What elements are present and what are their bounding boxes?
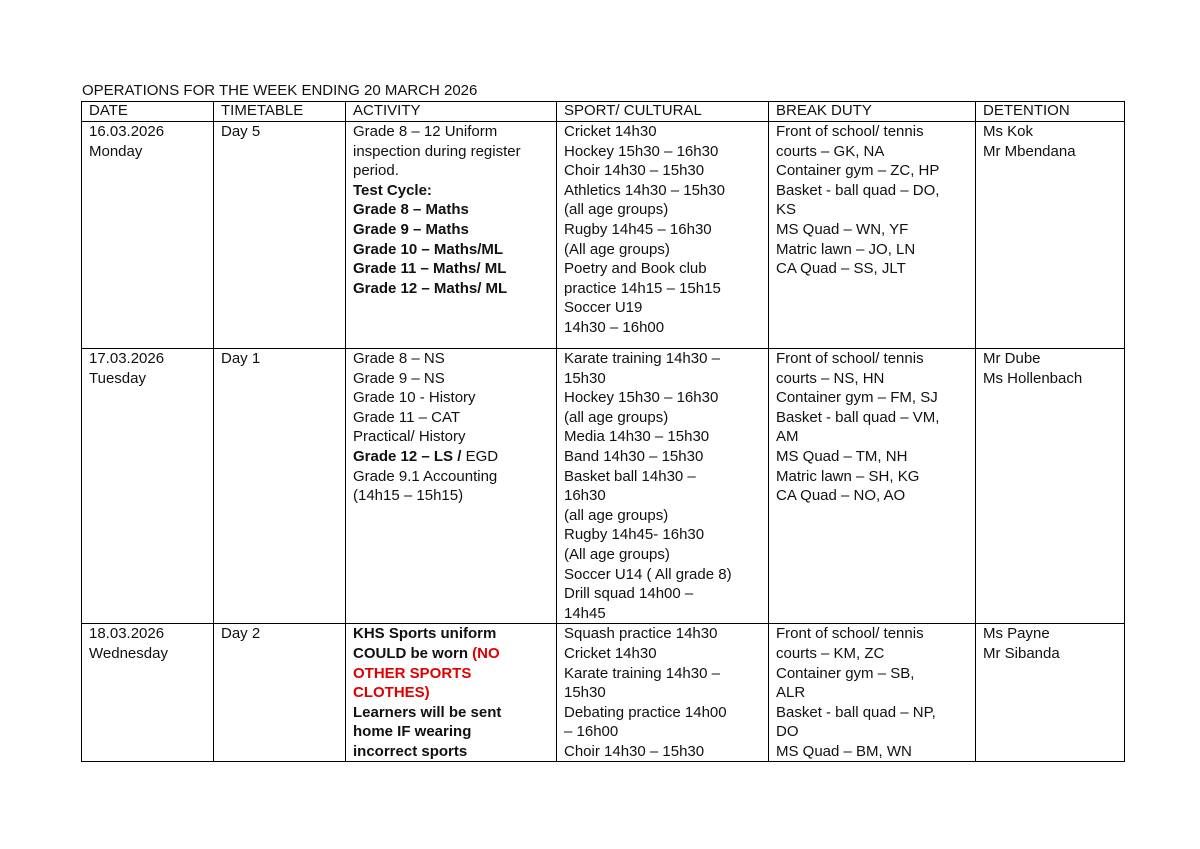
table-row [82,349,1125,624]
sport-line: Choir 14h30 – 15h30 [564,162,705,180]
detention-line: Mr Sibanda [983,644,1060,662]
day-value: Monday [89,142,143,160]
sport-line: Cricket 14h30 [564,123,657,140]
sport-line: 14h45 [564,604,606,622]
activity-line: home IF wearing [353,723,472,741]
table-row [82,624,1125,762]
sport-line: Rugby 14h45 – 16h30 [564,220,712,238]
sport-line: Rugby 14h45- 16h30 [564,526,705,544]
break-duty-cell [769,122,976,349]
header-break-duty: BREAK DUTY [769,102,976,122]
date-cell [82,349,214,624]
sport-line: 15h30 [564,369,606,387]
operations-table [81,101,1125,762]
break-duty-cell [769,349,976,624]
sport-cell [557,624,769,762]
activity-line: Grade 9 – NS [353,369,445,387]
sport-line: Drill squad 14h00 – [564,585,694,603]
detention-cell [976,624,1125,762]
activity-line: Grade 8 – Maths [353,201,469,219]
break-duty-line: Matric lawn – JO, LN [776,240,916,258]
break-duty-line: CA Quad – SS, JLT [776,260,906,278]
activity-red-text: (NO [472,644,500,662]
activity-line: CLOTHES) [353,684,430,702]
detention-line: Mr Mbendana [983,142,1076,160]
activity-cell [346,624,557,762]
break-duty-line: Front of school/ tennis [776,123,924,140]
day-value: Wednesday [89,644,168,662]
activity-cell [346,122,557,349]
break-duty-line: MS Quad – WN, YF [776,220,909,238]
activity-line: Test Cycle: [353,181,432,199]
activity-line: KHS Sports uniform [353,625,497,643]
activity-bold-text: Grade 12 – LS / [353,447,462,465]
break-duty-line: CA Quad – NO, AO [776,487,906,505]
header-sport-cultural: SPORT/ CULTURAL [557,102,769,122]
detention-cell [976,122,1125,349]
sport-line: (all age groups) [564,506,669,524]
activity-line: (14h15 – 15h15) [353,487,464,505]
sport-line: (All age groups) [564,240,670,258]
timetable-cell [214,624,346,762]
date-value: 18.03.2026 [89,625,165,643]
detention-line: Mr Dube [983,350,1041,367]
break-duty-line: Container gym – FM, SJ [776,389,938,407]
activity-line: OTHER SPORTS [353,664,472,682]
sport-line: Soccer U19 [564,299,643,317]
sport-line: 16h30 [564,487,606,505]
sport-line: (All age groups) [564,545,670,563]
sport-line: Band 14h30 – 15h30 [564,447,704,465]
sport-line: (all age groups) [564,408,669,426]
break-duty-line: Basket - ball quad – NP, [776,703,936,721]
break-duty-line: Basket - ball quad – VM, [776,408,940,426]
timetable-cell [214,122,346,349]
activity-line: Grade 11 – Maths/ ML [353,260,507,278]
sport-line: 15h30 [564,684,606,702]
break-duty-line: Front of school/ tennis [776,350,924,367]
day-value: Tuesday [89,369,146,387]
sport-line: Choir 14h30 – 15h30 [564,742,705,760]
sport-line: Media 14h30 – 15h30 [564,428,710,446]
sport-line: 14h30 – 16h00 [564,318,665,336]
page-title: OPERATIONS FOR THE WEEK ENDING 20 MARCH 2026 [82,82,478,99]
sport-cell [557,122,769,349]
timetable-cell [214,349,346,624]
break-duty-line: courts – KM, ZC [776,644,885,662]
activity-line: Learners will be sent [353,703,502,721]
header-date: DATE [82,102,214,122]
sport-line: Debating practice 14h00 [564,703,727,721]
timetable-value: Day 1 [221,350,261,367]
sport-line: Squash practice 14h30 [564,625,718,643]
activity-text: EGD [465,447,499,465]
break-duty-line: Basket - ball quad – DO, [776,181,940,199]
activity-line: incorrect sports [353,742,468,760]
break-duty-line: Matric lawn – SH, KG [776,467,920,485]
break-duty-line: AM [776,428,799,446]
timetable-value: Day 5 [221,123,261,140]
sport-line: Karate training 14h30 – [564,664,720,682]
activity-line: Grade 10 – Maths/ML [353,240,504,258]
activity-line: Grade 9 – Maths [353,220,469,238]
activity-line: Grade 8 – NS [353,350,445,367]
activity-cell [346,349,557,624]
sport-line: Hockey 15h30 – 16h30 [564,389,719,407]
sport-line: Basket ball 14h30 – [564,467,696,485]
break-duty-line: courts – NS, HN [776,369,885,387]
date-cell [82,624,214,762]
sport-line: (all age groups) [564,201,669,219]
header-activity: ACTIVITY [346,102,557,122]
detention-line: Ms Hollenbach [983,369,1083,387]
activity-line: Grade 8 – 12 Uniform [353,123,498,140]
break-duty-line: Front of school/ tennis [776,625,924,643]
activity-line: period. [353,162,399,180]
sport-line: Athletics 14h30 – 15h30 [564,181,725,199]
activity-bold-text: COULD be worn [353,644,468,662]
detention-line: Ms Payne [983,625,1050,643]
sport-line: practice 14h15 – 15h15 [564,279,721,297]
date-value: 16.03.2026 [89,123,165,140]
break-duty-line: ALR [776,684,806,702]
activity-line: Grade 11 – CAT [353,408,460,426]
header-row [82,102,1125,122]
break-duty-cell [769,624,976,762]
detention-line: Ms Kok [983,123,1034,140]
date-cell [82,122,214,349]
activity-line: Grade 10 - History [353,389,476,407]
break-duty-line: KS [776,201,797,219]
sport-line: Poetry and Book club [564,260,707,278]
break-duty-line: Container gym – SB, [776,664,915,682]
activity-line: inspection during register [353,142,521,160]
break-duty-line: MS Quad – TM, NH [776,447,908,465]
sport-line: Cricket 14h30 [564,644,657,662]
activity-line [353,644,552,664]
timetable-value: Day 2 [221,625,261,643]
activity-line: Practical/ History [353,428,466,446]
activity-line: Grade 9.1 Accounting [353,467,498,485]
activity-line [353,447,552,467]
break-duty-line: MS Quad – BM, WN [776,742,912,760]
sport-line: – 16h00 [564,723,619,741]
table-row [82,122,1125,349]
date-value: 17.03.2026 [89,350,165,367]
detention-cell [976,349,1125,624]
header-timetable: TIMETABLE [214,102,346,122]
sport-cell [557,349,769,624]
sport-line: Soccer U14 ( All grade 8) [564,565,732,583]
break-duty-line: courts – GK, NA [776,142,885,160]
activity-line: Grade 12 – Maths/ ML [353,279,508,297]
sport-line: Hockey 15h30 – 16h30 [564,142,719,160]
header-detention: DETENTION [976,102,1125,122]
break-duty-line: DO [776,723,799,741]
sport-line: Karate training 14h30 – [564,350,720,367]
break-duty-line: Container gym – ZC, HP [776,162,940,180]
